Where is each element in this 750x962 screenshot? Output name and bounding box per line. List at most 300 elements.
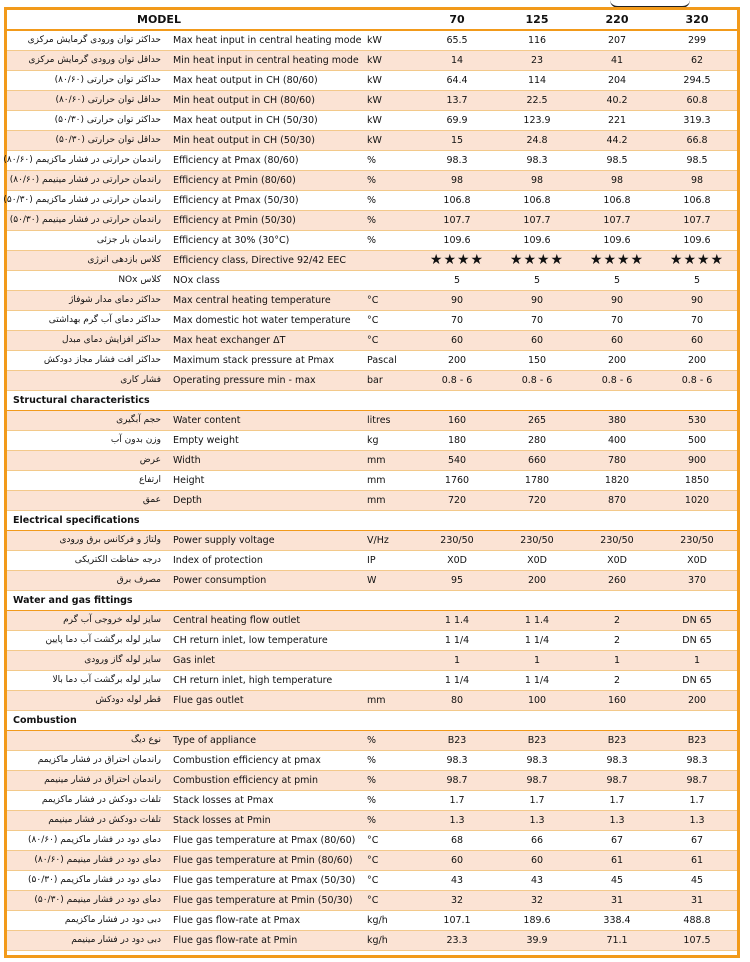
- value-model-320: 98.5: [657, 151, 737, 171]
- value-model-220: 230/50: [577, 531, 657, 551]
- value-model-320: 294.5: [657, 71, 737, 91]
- value-model-220: 98.5: [577, 151, 657, 171]
- value-model-320: 1.3: [657, 811, 737, 831]
- section-header: [7, 511, 737, 531]
- value-model-70: 1: [417, 651, 497, 671]
- spec-row: [7, 811, 737, 831]
- unit-cell: kg: [359, 431, 417, 451]
- value-model-220: 98: [577, 171, 657, 191]
- unit-cell: °C: [359, 831, 417, 851]
- value-model-125: X0D: [497, 551, 577, 571]
- value-model-320: 1850: [657, 471, 737, 491]
- value-model-125: 106.8: [497, 191, 577, 211]
- persian-label: راندمان حرارتی در فشار ماکزیمم (۸۰/۶۰): [7, 151, 169, 171]
- english-label: Combustion efficiency at pmax: [169, 751, 359, 771]
- english-label: Efficiency at Pmax (80/60): [169, 151, 359, 171]
- value-model-70: 1 1.4: [417, 611, 497, 631]
- persian-label: کلاس بازدهی انرژی: [7, 251, 169, 271]
- spec-row: [7, 131, 737, 151]
- value-model-70: 540: [417, 451, 497, 471]
- unit-cell: °C: [359, 891, 417, 911]
- english-label: Max central heating temperature: [169, 291, 359, 311]
- unit-cell: [359, 631, 417, 651]
- value-model-320: 106.8: [657, 191, 737, 211]
- english-label: Central heating flow outlet: [169, 611, 359, 631]
- persian-label: راندمان حرارتی در فشار ماکزیمم (۵۰/۳۰): [7, 191, 169, 211]
- unit-cell: %: [359, 211, 417, 231]
- value-model-220: 71.1: [577, 931, 657, 951]
- value-model-220: 780: [577, 451, 657, 471]
- spec-row: [7, 851, 737, 871]
- value-model-125: 60: [497, 851, 577, 871]
- value-model-125: 200: [497, 571, 577, 591]
- value-model-320: DN 65: [657, 671, 737, 691]
- value-model-70: 65.5: [417, 30, 497, 51]
- english-label: Max heat exchanger ΔT: [169, 331, 359, 351]
- value-model-125: 60: [497, 331, 577, 351]
- value-model-125: 1 1/4: [497, 631, 577, 651]
- value-model-220: 400: [577, 431, 657, 451]
- persian-label: دبی دود در فشار مینیمم: [7, 931, 169, 951]
- english-label: Flue gas temperature at Pmax (50/30): [169, 871, 359, 891]
- section-title: Structural characteristics: [7, 391, 737, 411]
- value-model-70: 160: [417, 411, 497, 431]
- spec-row: [7, 30, 737, 51]
- value-model-320: DN 65: [657, 611, 737, 631]
- persian-label: حداقل توان حرارتی (۵۰/۳۰): [7, 131, 169, 151]
- spec-row: [7, 371, 737, 391]
- unit-cell: %: [359, 731, 417, 751]
- english-label: Efficiency class, Directive 92/42 EEC: [169, 251, 359, 271]
- value-model-220: 98.3: [577, 751, 657, 771]
- unit-cell: mm: [359, 451, 417, 471]
- persian-label: سایز لوله برگشت آب دما پایین: [7, 631, 169, 651]
- english-label: Width: [169, 451, 359, 471]
- value-model-125: 98.7: [497, 771, 577, 791]
- english-label: Stack losses at Pmin: [169, 811, 359, 831]
- value-model-70: 1 1/4: [417, 671, 497, 691]
- persian-label: دمای دود در فشار مینیمم (۸۰/۶۰): [7, 851, 169, 871]
- unit-cell: [359, 651, 417, 671]
- value-model-320: 107.7: [657, 211, 737, 231]
- value-model-125: 123.9: [497, 111, 577, 131]
- spec-row: [7, 771, 737, 791]
- value-model-320: 488.8: [657, 911, 737, 931]
- value-model-125: 1: [497, 651, 577, 671]
- english-label: Flue gas outlet: [169, 691, 359, 711]
- model-header-row: [7, 10, 737, 30]
- value-model-320: 45: [657, 871, 737, 891]
- value-model-125: 230/50: [497, 531, 577, 551]
- english-label: CH return inlet, low temperature: [169, 631, 359, 651]
- unit-cell: kW: [359, 30, 417, 51]
- value-model-320: 299: [657, 30, 737, 51]
- value-model-320: 70: [657, 311, 737, 331]
- unit-cell: %: [359, 751, 417, 771]
- efficiency-stars-rating: ★★★★: [657, 251, 737, 271]
- spec-row: [7, 171, 737, 191]
- section-header: [7, 391, 737, 411]
- value-model-70: 230/50: [417, 531, 497, 551]
- value-model-220: 5: [577, 271, 657, 291]
- value-model-70: 1 1/4: [417, 631, 497, 651]
- value-model-220: 380: [577, 411, 657, 431]
- value-model-70: 0.8 - 6: [417, 371, 497, 391]
- persian-label: سایز لوله گاز ورودی: [7, 651, 169, 671]
- value-model-320: 60: [657, 331, 737, 351]
- value-model-320: 200: [657, 351, 737, 371]
- value-model-320: 109.6: [657, 231, 737, 251]
- unit-cell: kW: [359, 91, 417, 111]
- value-model-320: 98.7: [657, 771, 737, 791]
- value-model-320: 0.8 - 6: [657, 371, 737, 391]
- value-model-70: 109.6: [417, 231, 497, 251]
- value-model-125: 189.6: [497, 911, 577, 931]
- persian-label: راندمان حرارتی در فشار مینیمم (۸۰/۶۰): [7, 171, 169, 191]
- unit-cell: kW: [359, 131, 417, 151]
- value-model-220: 2: [577, 631, 657, 651]
- unit-cell: [359, 251, 417, 271]
- value-model-320: 900: [657, 451, 737, 471]
- value-model-320: 107.5: [657, 931, 737, 951]
- value-model-70: 13.7: [417, 91, 497, 111]
- value-model-70: 43: [417, 871, 497, 891]
- value-model-125: 66: [497, 831, 577, 851]
- english-label: Gas inlet: [169, 651, 359, 671]
- value-model-220: 160: [577, 691, 657, 711]
- value-model-320: 67: [657, 831, 737, 851]
- persian-label: حداقل توان حرارتی (۸۰/۶۰): [7, 91, 169, 111]
- value-model-125: 107.7: [497, 211, 577, 231]
- spec-row: [7, 671, 737, 691]
- value-model-220: 45: [577, 871, 657, 891]
- spec-row: [7, 211, 737, 231]
- unit-cell: IP: [359, 551, 417, 571]
- english-label: Min heat input in central heating mode: [169, 51, 359, 71]
- value-model-70: 23.3: [417, 931, 497, 951]
- spec-row: [7, 471, 737, 491]
- value-model-220: B23: [577, 731, 657, 751]
- spec-row: [7, 891, 737, 911]
- value-model-220: 221: [577, 111, 657, 131]
- english-label: Max heat output in CH (80/60): [169, 71, 359, 91]
- spec-row: [7, 751, 737, 771]
- value-model-220: 2: [577, 611, 657, 631]
- value-model-125: 660: [497, 451, 577, 471]
- spec-row: [7, 291, 737, 311]
- value-model-320: 1: [657, 651, 737, 671]
- value-model-70: X0D: [417, 551, 497, 571]
- english-label: Efficiency at Pmax (50/30): [169, 191, 359, 211]
- value-model-70: 200: [417, 351, 497, 371]
- value-model-220: 44.2: [577, 131, 657, 151]
- value-model-220: 2: [577, 671, 657, 691]
- value-model-320: 66.8: [657, 131, 737, 151]
- value-model-320: 370: [657, 571, 737, 591]
- value-model-220: 109.6: [577, 231, 657, 251]
- spec-row: [7, 231, 737, 251]
- spec-row: [7, 831, 737, 851]
- unit-cell: %: [359, 771, 417, 791]
- unit-cell: mm: [359, 491, 417, 511]
- persian-label: حداکثر دمای آب گرم بهداشتی: [7, 311, 169, 331]
- english-label: Min heat output in CH (50/30): [169, 131, 359, 151]
- value-model-70: 106.8: [417, 191, 497, 211]
- unit-cell: °C: [359, 871, 417, 891]
- value-model-320: 31: [657, 891, 737, 911]
- unit-cell: kg/h: [359, 931, 417, 951]
- value-model-220: 870: [577, 491, 657, 511]
- unit-cell: [359, 271, 417, 291]
- value-model-320: 200: [657, 691, 737, 711]
- persian-label: دمای دود در فشار مینیمم (۵۰/۳۰): [7, 891, 169, 911]
- value-model-70: 98.3: [417, 751, 497, 771]
- value-model-220: 60: [577, 331, 657, 351]
- persian-label: سایز لوله خروجی آب گرم: [7, 611, 169, 631]
- persian-label: عمق: [7, 491, 169, 511]
- persian-label: دبی دود در فشار ماکزیمم: [7, 911, 169, 931]
- english-label: Max heat output in CH (50/30): [169, 111, 359, 131]
- efficiency-stars-rating: ★★★★: [417, 251, 497, 271]
- value-model-220: 67: [577, 831, 657, 851]
- value-model-320: 230/50: [657, 531, 737, 551]
- value-model-125: 32: [497, 891, 577, 911]
- english-label: Height: [169, 471, 359, 491]
- english-label: Empty weight: [169, 431, 359, 451]
- section-title: Electrical specifications: [7, 511, 737, 531]
- value-model-125: B23: [497, 731, 577, 751]
- english-label: Flue gas temperature at Pmin (50/30): [169, 891, 359, 911]
- model-label: MODEL: [7, 10, 359, 30]
- spec-row: [7, 151, 737, 171]
- unit-cell: kW: [359, 71, 417, 91]
- spec-row: [7, 191, 737, 211]
- english-label: Efficiency at Pmin (50/30): [169, 211, 359, 231]
- spec-row: [7, 311, 737, 331]
- section-title: Water and gas fittings: [7, 591, 737, 611]
- english-label: Max domestic hot water temperature: [169, 311, 359, 331]
- persian-label: راندمان بار جزئی: [7, 231, 169, 251]
- value-model-320: 1020: [657, 491, 737, 511]
- value-model-70: 98.3: [417, 151, 497, 171]
- value-model-70: 14: [417, 51, 497, 71]
- value-model-320: 61: [657, 851, 737, 871]
- value-model-220: 90: [577, 291, 657, 311]
- value-model-70: 1.7: [417, 791, 497, 811]
- value-model-70: 1.3: [417, 811, 497, 831]
- value-model-70: 5: [417, 271, 497, 291]
- spec-table: [3, 10, 737, 951]
- spec-row: [7, 611, 737, 631]
- persian-label: حداکثر افزایش دمای مبدل: [7, 331, 169, 351]
- persian-label: ارتفاع: [7, 471, 169, 491]
- value-model-70: 98: [417, 171, 497, 191]
- persian-label: حداقل توان ورودی گرمایش مرکزی: [7, 51, 169, 71]
- value-model-220: 1: [577, 651, 657, 671]
- value-model-125: 70: [497, 311, 577, 331]
- unit-cell: °C: [359, 331, 417, 351]
- value-model-70: 60: [417, 331, 497, 351]
- value-model-70: 68: [417, 831, 497, 851]
- model-220-header: 220: [577, 10, 657, 30]
- spec-row: [7, 451, 737, 471]
- persian-label: تلفات دودکش در فشار مینیمم: [7, 811, 169, 831]
- value-model-125: 98: [497, 171, 577, 191]
- unit-cell: Pascal: [359, 351, 417, 371]
- persian-label: حداکثر توان حرارتی (۸۰/۶۰): [7, 71, 169, 91]
- persian-label: راندمان حرارتی در فشار مینیمم (۵۰/۳۰): [7, 211, 169, 231]
- efficiency-stars-rating: ★★★★: [497, 251, 577, 271]
- persian-label: عرض: [7, 451, 169, 471]
- value-model-220: 1.7: [577, 791, 657, 811]
- persian-label: فشار کاری: [7, 371, 169, 391]
- value-model-70: 15: [417, 131, 497, 151]
- section-header: [7, 591, 737, 611]
- english-label: NOx class: [169, 271, 359, 291]
- spec-row: [7, 871, 737, 891]
- value-model-320: 98.3: [657, 751, 737, 771]
- value-model-125: 90: [497, 291, 577, 311]
- spec-row: [7, 631, 737, 651]
- spec-row: [7, 271, 737, 291]
- value-model-220: 41: [577, 51, 657, 71]
- value-model-320: 319.3: [657, 111, 737, 131]
- persian-label: حداکثر توان حرارتی (۵۰/۳۰): [7, 111, 169, 131]
- persian-label: حداکثر افت فشار مجاز دودکش: [7, 351, 169, 371]
- value-model-125: 1.3: [497, 811, 577, 831]
- unit-cell: °C: [359, 291, 417, 311]
- value-model-220: 40.2: [577, 91, 657, 111]
- value-model-125: 43: [497, 871, 577, 891]
- english-label: Operating pressure min - max: [169, 371, 359, 391]
- value-model-220: 31: [577, 891, 657, 911]
- value-model-125: 1 1/4: [497, 671, 577, 691]
- value-model-125: 1780: [497, 471, 577, 491]
- value-model-70: 1760: [417, 471, 497, 491]
- value-model-70: 720: [417, 491, 497, 511]
- value-model-70: 60: [417, 851, 497, 871]
- english-label: CH return inlet, high temperature: [169, 671, 359, 691]
- model-320-header: 320: [657, 10, 737, 30]
- english-label: Stack losses at Pmax: [169, 791, 359, 811]
- unit-cell: %: [359, 171, 417, 191]
- value-model-70: B23: [417, 731, 497, 751]
- value-model-125: 22.5: [497, 91, 577, 111]
- spec-row: [7, 491, 737, 511]
- value-model-220: 200: [577, 351, 657, 371]
- value-model-125: 5: [497, 271, 577, 291]
- unit-cell: litres: [359, 411, 417, 431]
- persian-label: راندمان احتراق در فشار ماکزیمم: [7, 751, 169, 771]
- spec-row: [7, 51, 737, 71]
- spec-row: [7, 691, 737, 711]
- persian-label: حداکثر دمای مدار شوفاژ: [7, 291, 169, 311]
- unit-cell: °C: [359, 311, 417, 331]
- persian-label: دمای دود در فشار ماکزیمم (۸۰/۶۰): [7, 831, 169, 851]
- value-model-125: 39.9: [497, 931, 577, 951]
- value-model-220: 106.8: [577, 191, 657, 211]
- value-model-220: 207: [577, 30, 657, 51]
- section-header: [7, 711, 737, 731]
- english-label: Depth: [169, 491, 359, 511]
- value-model-320: X0D: [657, 551, 737, 571]
- unit-cell: %: [359, 151, 417, 171]
- model-70-header: 70: [417, 10, 497, 30]
- english-label: Efficiency at 30% (30°C): [169, 231, 359, 251]
- spec-row: [7, 931, 737, 951]
- unit-cell: kW: [359, 111, 417, 131]
- value-model-125: 0.8 - 6: [497, 371, 577, 391]
- persian-label: تلفات دودکش در فشار ماکزیمم: [7, 791, 169, 811]
- english-label: Type of appliance: [169, 731, 359, 751]
- value-model-320: 60.8: [657, 91, 737, 111]
- unit-cell: mm: [359, 471, 417, 491]
- value-model-70: 107.7: [417, 211, 497, 231]
- spec-row: [7, 411, 737, 431]
- english-label: Index of protection: [169, 551, 359, 571]
- value-model-320: 62: [657, 51, 737, 71]
- unit-cell: kg/h: [359, 911, 417, 931]
- value-model-125: 24.8: [497, 131, 577, 151]
- persian-label: نوع دیگ: [7, 731, 169, 751]
- value-model-70: 180: [417, 431, 497, 451]
- value-model-125: 150: [497, 351, 577, 371]
- persian-label: ولتاژ و فرکانس برق ورودی: [7, 531, 169, 551]
- value-model-125: 109.6: [497, 231, 577, 251]
- value-model-320: B23: [657, 731, 737, 751]
- model-header-spacer: [359, 10, 417, 30]
- unit-cell: %: [359, 191, 417, 211]
- value-model-70: 80: [417, 691, 497, 711]
- value-model-320: 98: [657, 171, 737, 191]
- spec-row: [7, 911, 737, 931]
- unit-cell: %: [359, 791, 417, 811]
- english-label: Efficiency at Pmin (80/60): [169, 171, 359, 191]
- unit-cell: [359, 671, 417, 691]
- value-model-220: X0D: [577, 551, 657, 571]
- value-model-220: 1820: [577, 471, 657, 491]
- english-label: Maximum stack pressure at Pmax: [169, 351, 359, 371]
- value-model-320: 5: [657, 271, 737, 291]
- spec-row: [7, 551, 737, 571]
- value-model-220: 98.7: [577, 771, 657, 791]
- value-model-70: 98.7: [417, 771, 497, 791]
- model-125-header: 125: [497, 10, 577, 30]
- value-model-70: 64.4: [417, 71, 497, 91]
- value-model-220: 70: [577, 311, 657, 331]
- unit-cell: W: [359, 571, 417, 591]
- value-model-125: 116: [497, 30, 577, 51]
- efficiency-stars-rating: ★★★★: [577, 251, 657, 271]
- persian-label: وزن بدون آب: [7, 431, 169, 451]
- value-model-220: 0.8 - 6: [577, 371, 657, 391]
- value-model-320: DN 65: [657, 631, 737, 651]
- english-label: Flue gas flow-rate at Pmin: [169, 931, 359, 951]
- unit-cell: %: [359, 811, 417, 831]
- value-model-125: 280: [497, 431, 577, 451]
- persian-label: قطر لوله دودکش: [7, 691, 169, 711]
- spec-row: [7, 731, 737, 751]
- persian-label: حداکثر توان ورودی گرمایش مرکزی: [7, 30, 169, 51]
- english-label: Power supply voltage: [169, 531, 359, 551]
- persian-label: درجه حفاظت الکتریکی: [7, 551, 169, 571]
- value-model-70: 70: [417, 311, 497, 331]
- value-model-125: 98.3: [497, 151, 577, 171]
- english-label: Flue gas temperature at Pmin (80/60): [169, 851, 359, 871]
- english-label: Flue gas temperature at Pmax (80/60): [169, 831, 359, 851]
- spec-sheet: [4, 7, 740, 958]
- value-model-125: 100: [497, 691, 577, 711]
